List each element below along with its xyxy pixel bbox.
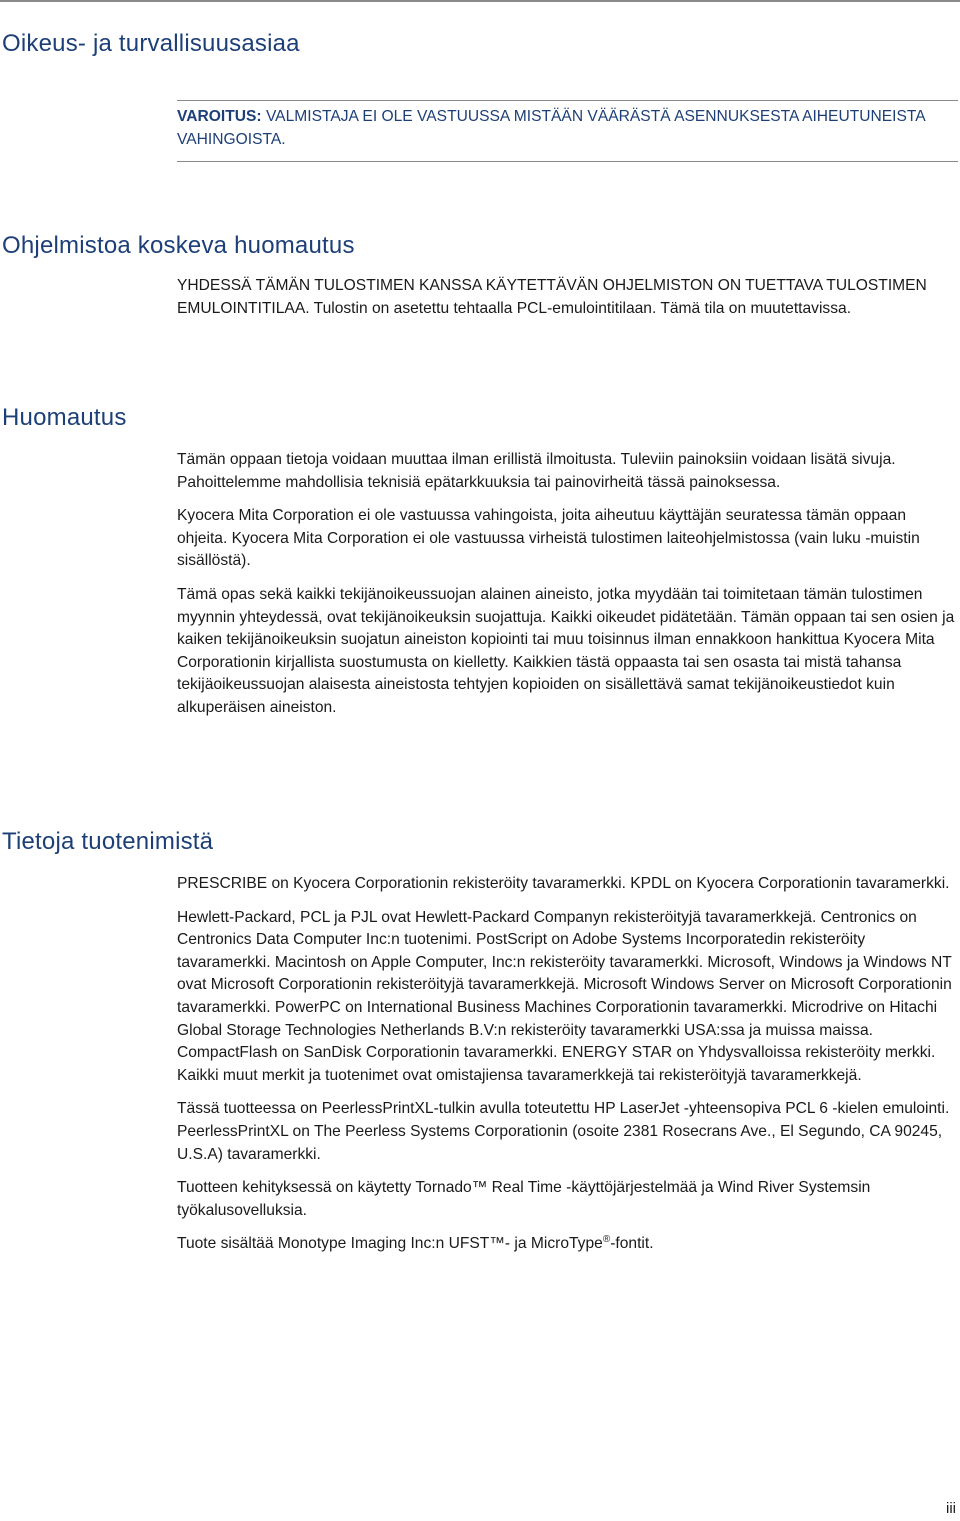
notice-paragraph-3: Tämä opas sekä kaikki tekijänoikeussuojan alainen aineisto, jotka myydään tai toimitetaan tämän tulostimen myynnin yhteydessä, ovat tekijänoikeuksin suojattuja. Kaikki oikeudet pidätetään. Tämän oppaan tai sen osien ja kaiken tekijänoikeuksin suojatun aineiston kopiointi tai muu toisinnus ilman ennakkoon hankittua Kyocera Mita Corporationin kirjallista suostumusta on kielletty. Kaikkien tästä oppaasta tai sen osasta tai mistä tahansa tekijäoikeussuojan alaisesta aineistosta tehtyjen kopioiden on sisällettävä samat tekijänoikeustiedot kuin alkuperäisen aineiston.	[177, 585, 955, 716]
section-title-software: Ohjelmistoa koskeva huomautus	[2, 232, 355, 259]
notice-paragraph-1: Tämän oppaan tietoja voidaan muuttaa ilman erillistä ilmoitusta. Tuleviin painoksiin voidaan lisätä sivuja. Pahoittelemme mahdollisia teknisiä epätarkkuuksia tai painovirheitä tässä painoksessa.	[177, 451, 896, 491]
section-title-trademarks: Tietoja tuotenimistä	[2, 828, 214, 855]
section-title-notice: Huomautus	[2, 404, 127, 431]
trademarks-paragraph-3: Tässä tuotteessa on PeerlessPrintXL-tulkin avulla toteutettu HP LaserJet -yhteensopiva PCL 6 -kielen emulointi. PeerlessPrintXL on The Peerless Systems Corporationin (osoite 2381 Rosecrans Ave., El Segundo, CA 90245, U.S.A) tavaramerkki.	[177, 1100, 950, 1163]
fonts-text-after: -fontit.	[610, 1235, 654, 1253]
software-body	[177, 275, 955, 331]
top-rule	[0, 0, 960, 2]
notice-paragraph-2: Kyocera Mita Corporation ei ole vastuussa vahingoista, joita aiheutuu käyttäjän seuratessa tämän oppaan ohjeita. Kyocera Mita Corporation ei ole vastuussa virheistä tulostimen laiteohjelmistossa (vain luku -muistin sisällöstä).	[177, 507, 920, 570]
registered-mark: ®	[602, 1234, 611, 1246]
warning-label: VAROITUS:	[177, 108, 262, 125]
trademarks-paragraph-2: Hewlett-Packard, PCL ja PJL ovat Hewlett-Packard Companyn rekisteröityjä tavaramerkkejä. Centronics on Centronics Data Computer Inc:n tuotenimi. PostScript on Adobe Systems Incorporatedin rekisteröity tavaramerkki. Macintosh on Apple Computer, Inc:n rekisteröity tavaramerkki. Microsoft, Windows ja Windows NT ovat Microsoft Corporationin rekisteröityjä tavaramerkkejä. Microsoft Windows Server on Microsoft Corporationin tavaramerkki. PowerPC on International Business Machines Corporationin tavaramerkki. Microdrive on Hitachi Global Storage Technologies Netherlands B.V:n rekisteröity tavaramerkki USA:ssa ja muissa maissa. CompactFlash on SanDisk Corporationin tavaramerkki. ENERGY STAR on Yhdysvalloissa rekisteröity merkki. Kaikki muut merkit ja tuotenimet ovat omistajiensa tavaramerkkejä tai rekisteröityjä tavaramerkkejä.	[177, 908, 952, 1084]
trademarks-paragraph-1: PRESCRIBE on Kyocera Corporationin rekisteröity tavaramerkki. KPDL on Kyocera Corporationin tavaramerkki.	[177, 875, 950, 892]
section-title-legal: Oikeus- ja turvallisuusasiaa	[2, 30, 300, 57]
notice-body	[177, 449, 955, 731]
warning-box	[177, 100, 958, 162]
warning-text: VALMISTAJA EI OLE VASTUUSSA MISTÄÄN VÄÄRÄSTÄ ASENNUKSESTA AIHEUTUNEISTA VAHINGOISTA.	[177, 108, 925, 148]
trademarks-paragraph-5	[177, 1233, 955, 1256]
page-number: iii	[946, 1500, 956, 1517]
fonts-text-before: Tuote sisältää Monotype Imaging Inc:n UFST™- ja MicroType	[177, 1235, 603, 1253]
warning-paragraph	[177, 106, 958, 151]
trademarks-body	[177, 873, 955, 1267]
software-paragraph: YHDESSÄ TÄMÄN TULOSTIMEN KANSSA KÄYTETTÄVÄN OHJELMISTON ON TUETTAVA TULOSTIMEN EMULOINTITILAA. Tulostin on asetettu tehtaalla PCL-emulointitilaan. Tämä tila on muutettavissa.	[177, 277, 927, 317]
trademarks-paragraph-4: Tuotteen kehityksessä on käytetty Tornado™ Real Time -käyttöjärjestelmää ja Wind River Systemsin työkalusovelluksia.	[177, 1179, 871, 1219]
